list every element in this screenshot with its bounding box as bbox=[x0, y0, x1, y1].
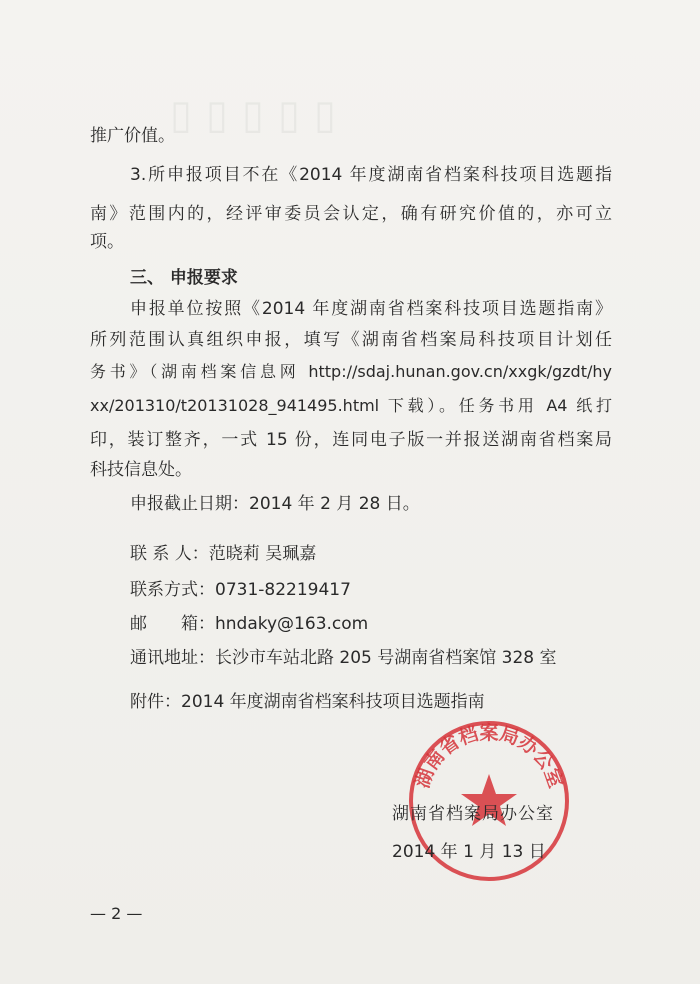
item-3-line-1: 3.所申报项目不在《2014 年度湖南省档案科技项目选题指 bbox=[130, 165, 612, 185]
contact-address: 通讯地址：长沙市车站北路 205 号湖南省档案馆 328 室 bbox=[130, 648, 557, 668]
deadline: 申报截止日期：2014 年 2 月 28 日。 bbox=[130, 494, 420, 514]
issuer: 湖南省档案局办公室 bbox=[392, 804, 554, 824]
item-3-line-2: 南》范围内的，经评审委员会认定，确有研究价值的，亦可立 bbox=[90, 204, 612, 224]
attachment: 附件：2014 年度湖南省档案科技项目选题指南 bbox=[130, 692, 485, 712]
show-through-title: ▯▯▯▯▯ bbox=[170, 92, 351, 138]
para-a-tail: 推广价值。 bbox=[90, 126, 175, 146]
page-number: — 2 — bbox=[90, 904, 143, 923]
item-3-line-3: 项。 bbox=[90, 232, 124, 252]
requirements-line-5: 印，装订整齐，一式 15 份，连同电子版一并报送湖南省档案局 bbox=[90, 430, 612, 450]
requirements-line-1: 申报单位按照《2014 年度湖南省档案科技项目选题指南》 bbox=[130, 299, 612, 319]
issue-date: 2014 年 1 月 13 日 bbox=[392, 842, 546, 862]
contact-person: 联 系 人：范晓莉 吴珮嘉 bbox=[130, 544, 317, 564]
requirements-line-2: 所列范围认真组织申报，填写《湖南省档案局科技项目计划任 bbox=[90, 330, 612, 350]
contact-email: 邮 箱：hndaky@163.com bbox=[130, 614, 369, 634]
requirements-line-3: 务书》（湖南档案信息网 http://sdaj.hunan.gov.cn/xxgk/gzdt/hy bbox=[90, 362, 612, 381]
requirements-line-6: 科技信息处。 bbox=[90, 460, 192, 480]
section-3-heading: 三、 申报要求 bbox=[130, 268, 238, 288]
requirements-line-4: xx/201310/t20131028_941495.html 下载）。任务书用 A4 纸打 bbox=[90, 396, 612, 415]
contact-phone: 联系方式：0731-82219417 bbox=[130, 580, 351, 600]
seal-text: 湖南省档案局办公室 bbox=[411, 721, 567, 791]
